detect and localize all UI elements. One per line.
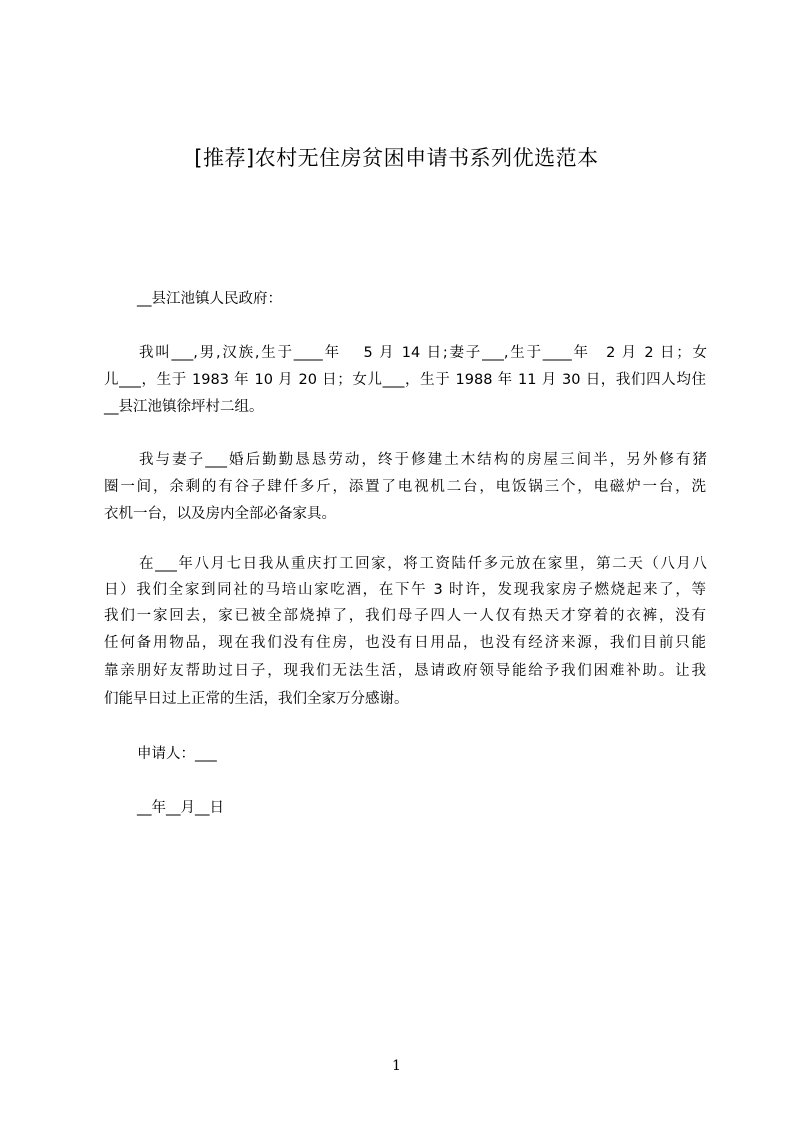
salutation: __县江池镇人民政府：: [137, 291, 282, 307]
applicant-line: 申请人：___: [137, 746, 217, 762]
paragraph-2-line-2: 圈一间，余剩的有谷子肆仟多斤，添置了电视机二台，电饭锅三个，电磁炉一台，洗: [104, 479, 706, 495]
paragraph-1-line-1: 我叫___,男,汉族,生于____年 5 月 14 日;妻子___,生于____年 2 月 2 日；女: [139, 345, 707, 361]
paragraph-3-line-2: 日）我们全家到同社的马培山家吃酒，在下午 3 时许，发现我家房子燃烧起来了，等: [104, 582, 706, 598]
paragraph-2-line-3: 衣机一台，以及房内全部必备家具。: [104, 506, 336, 522]
paragraph-3-line-4: 任何备用物品，现在我们没有住房，也没有日用品，也没有经济来源，我们目前只能: [104, 635, 706, 651]
paragraph-2-line-1: 我与妻子___婚后勤勤恳恳劳动，终于修建土木结构的房屋三间半，另外修有猪: [139, 452, 707, 468]
document-title: [推荐]农村无住房贫困申请书系列优选范本: [194, 146, 599, 170]
page-number: 1: [392, 1058, 401, 1074]
paragraph-1-line-2: 儿___，生于 1983 年 10 月 20 日；女儿___，生于 1988 年 11 月 30 日，我们四人均住: [104, 372, 706, 388]
paragraph-3-line-1: 在___年八月七日我从重庆打工回家，将工资陆仟多元放在家里，第二天（八月八: [139, 556, 707, 572]
paragraph-1-line-3: __县江池镇徐坪村二组。: [104, 399, 264, 415]
date-line: __年__月__日: [137, 800, 224, 816]
paragraph-3-line-6: 们能早日过上正常的生活，我们全家万分感谢。: [104, 691, 409, 707]
paragraph-3-line-5: 靠亲朋好友帮助过日子，现我们无法生活，恳请政府领导能给予我们困难补助。让我: [104, 663, 706, 679]
paragraph-3-line-3: 我们一家回去，家已被全部烧掉了，我们母子四人一人仅有热天才穿着的衣裤，没有: [104, 608, 706, 624]
